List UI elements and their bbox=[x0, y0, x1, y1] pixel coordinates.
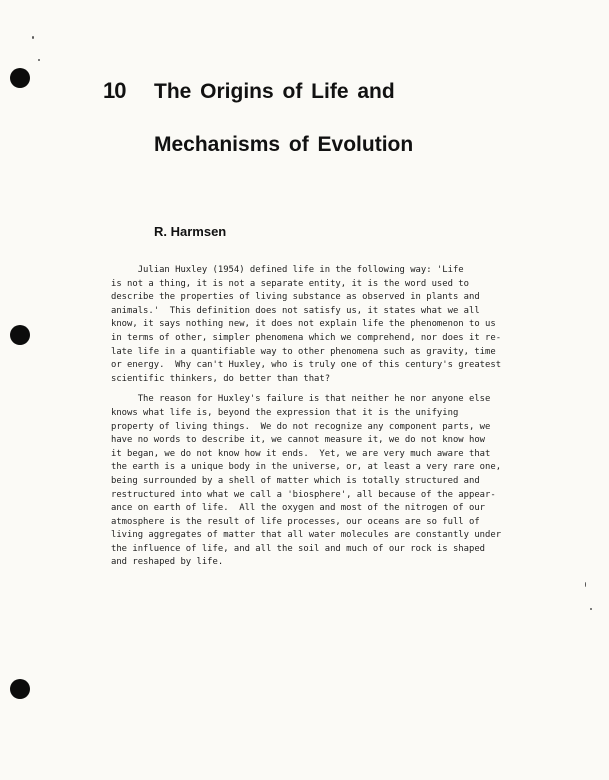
body-text bbox=[111, 264, 511, 570]
text-line: late life in a quantifiable way to other phenomena such as gravity, time bbox=[111, 346, 496, 357]
text-line: is not a thing, it is not a separate entity, it is the word used to bbox=[111, 278, 469, 289]
text-line: atmosphere is the result of life processes, our oceans are so full of bbox=[111, 516, 480, 527]
text-line: have no words to describe it, we cannot measure it, we do not know how bbox=[111, 435, 486, 446]
text-line: scientific thinkers, do better than that? bbox=[111, 373, 331, 384]
text-line: Julian Huxley (1954) defined life in the following way: 'Life bbox=[111, 265, 464, 275]
text-line: knows what life is, beyond the expression that it is the unifying bbox=[111, 407, 459, 418]
scan-speck bbox=[590, 608, 592, 610]
text-line: animals.' This definition does not satisfy us, it states what we all bbox=[111, 305, 480, 316]
binder-hole-middle bbox=[10, 325, 30, 345]
text-line: the earth is a unique body in the universe, or, at least a very rare one, bbox=[111, 462, 502, 473]
text-line: and reshaped by life. bbox=[111, 557, 224, 568]
author-name: R. Harmsen bbox=[154, 224, 227, 239]
text-line: ance on earth of life. All the oxygen and most of the nitrogen of our bbox=[111, 503, 486, 514]
text-line: describe the properties of living substance as observed in plants and bbox=[111, 292, 480, 303]
scan-speck bbox=[585, 582, 586, 587]
text-line: property of living things. We do not recognize any component parts, we bbox=[111, 421, 491, 432]
text-line: it began, we do not know how it ends. Yet, we are very much aware that bbox=[111, 448, 491, 459]
chapter-title-line-1: The Origins of Life and bbox=[154, 80, 395, 103]
paragraph-2 bbox=[111, 393, 511, 570]
text-line: The reason for Huxley's failure is that neither he nor anyone else bbox=[111, 394, 491, 405]
paragraph-1 bbox=[111, 264, 511, 386]
binder-hole-top bbox=[10, 68, 30, 88]
chapter-number: 10 bbox=[103, 78, 126, 103]
text-line: restructured into what we call a 'biosphere', all because of the appear- bbox=[111, 489, 496, 500]
text-line: or energy. Why can't Huxley, who is truly one of this century's greatest bbox=[111, 360, 502, 371]
text-line: being surrounded by a shell of matter which is totally structured and bbox=[111, 475, 480, 486]
scan-speck bbox=[38, 59, 40, 61]
text-line: living aggregates of matter that all water molecules are constantly under bbox=[111, 530, 502, 541]
text-line: in terms of other, simpler phenomena which we comprehend, nor does it re- bbox=[111, 332, 502, 343]
scan-speck bbox=[32, 36, 34, 39]
chapter-title-line-2: Mechanisms of Evolution bbox=[154, 133, 414, 156]
binder-hole-bottom bbox=[10, 679, 30, 699]
text-line: know, it says nothing new, it does not explain life the phenomenon to us bbox=[111, 319, 496, 330]
text-line: the influence of life, and all the soil and much of our rock is shaped bbox=[111, 543, 486, 554]
